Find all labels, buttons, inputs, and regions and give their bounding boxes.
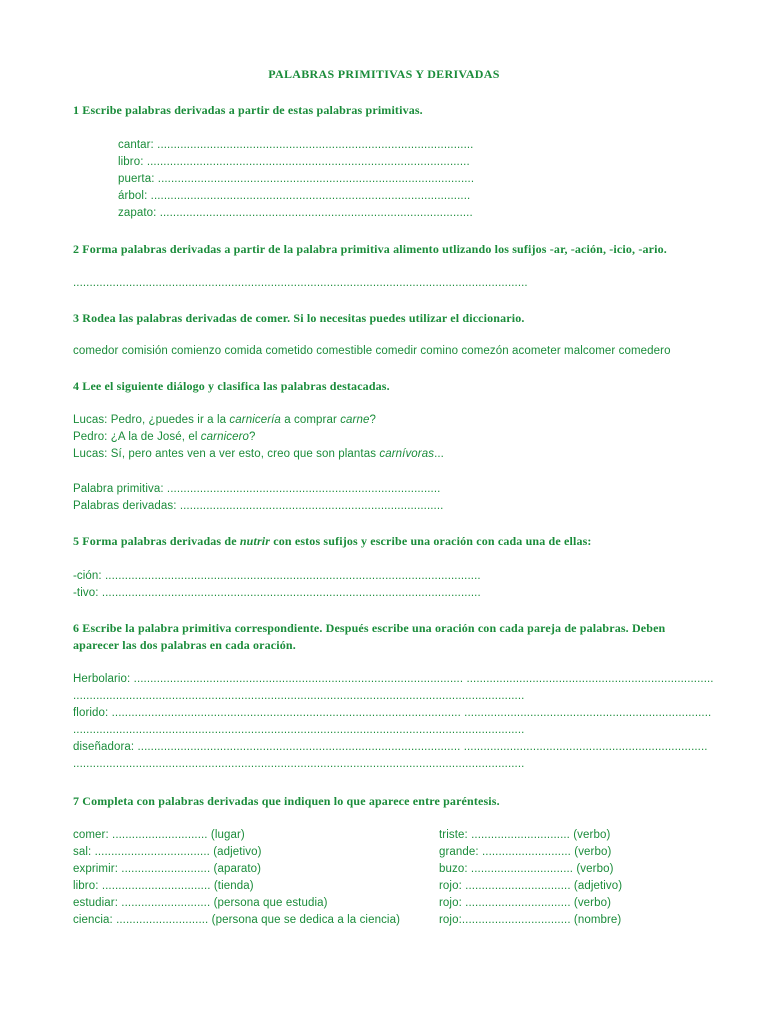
exercise-6-heading-line-1: 6 Escribe la palabra primitiva correspondiente. Después escribe una oración con cada pareja de palabras. Deben xyxy=(73,621,666,635)
exercise-7-right-item: buzo: ............................... (verbo) xyxy=(439,863,614,875)
exercise-7-left-item: libro: ................................. (tienda) xyxy=(73,880,254,892)
exercise-6-line: diseñadora: .................................................................................................. .......................................................................... xyxy=(73,741,708,753)
dialogue-text: Lucas: Pedro, ¿puedes ir a la xyxy=(73,414,230,426)
exercise-2-heading: 2 Forma palabras derivadas a partir de la palabra primitiva alimento utlizando los sufijos -ar, -ación, -icio, -ario. xyxy=(73,242,667,256)
highlighted-word: carnicero xyxy=(200,431,249,443)
dialogue-text: ? xyxy=(369,414,376,426)
exercise-6-line: florido: .......................................................................................................... ........................................................................... xyxy=(73,707,712,719)
exercise-6-heading-line-2: aparecer las dos palabras en cada oración. xyxy=(73,638,296,652)
exercise-1-line: libro: .................................................................................................. xyxy=(118,156,470,168)
exercise-1-line: árbol: ................................................................................................. xyxy=(118,190,471,202)
exercise-6-line: ......................................................................................................................................... xyxy=(73,724,525,736)
dialogue-text: Pedro: ¿A la de José, el xyxy=(73,431,201,443)
exercise-7-left-item: ciencia: ............................ (persona que se dedica a la ciencia) xyxy=(73,914,400,926)
exercise-6-line: ......................................................................................................................................... xyxy=(73,690,525,702)
heading-text: con estos sufijos y escribe una oración con cada una de ellas: xyxy=(270,534,592,548)
exercise-5-heading xyxy=(73,534,592,549)
suffix-tivo-line: -tivo: ................................................................................................................... xyxy=(73,587,481,599)
dialogue-text: a comprar xyxy=(280,414,341,426)
highlighted-word: carnicería xyxy=(229,414,281,426)
exercise-7-right-item: rojo:................................. (nombre) xyxy=(439,914,622,926)
exercise-7-left-item: comer: ............................. (lugar) xyxy=(73,829,245,841)
derived-words-line: Palabras derivadas: ................................................................................ xyxy=(73,500,444,512)
dialogue-text: ? xyxy=(249,431,256,443)
exercise-7-right-item: grande: ........................... (verbo) xyxy=(439,846,612,858)
exercise-7-right-item: rojo: ................................ (verbo) xyxy=(439,897,612,909)
exercise-1-line: zapato: ............................................................................................... xyxy=(118,207,473,219)
highlighted-word: carnívoras xyxy=(379,448,435,460)
exercise-7-left-item: estudiar: ........................... (persona que estudia) xyxy=(73,897,328,909)
exercise-6-line: Herbolario: .................................................................................................... ........................................................................... xyxy=(73,673,714,685)
exercise-7-right-item: triste: .............................. (verbo) xyxy=(439,829,611,841)
exercise-3-word-list: comedor comisión comienzo comida cometido comestible comedir comino comezón acometer malcomer comedero xyxy=(73,345,671,357)
exercise-7-heading: 7 Completa con palabras derivadas que indiquen lo que aparece entre paréntesis. xyxy=(73,794,500,808)
highlighted-word: carne xyxy=(340,414,370,426)
dialogue-text: ... xyxy=(434,448,444,460)
dialogue-line-3 xyxy=(73,448,444,460)
exercise-1-line: puerta: ................................................................................................ xyxy=(118,173,475,185)
heading-text: 5 Forma palabras derivadas de xyxy=(73,534,240,548)
exercise-1-heading: 1 Escribe palabras derivadas a partir de estas palabras primitivas. xyxy=(73,103,423,117)
heading-italic-word: nutrir xyxy=(239,534,271,548)
exercise-1-line: cantar: ................................................................................................ xyxy=(118,139,474,151)
exercise-7-right-item: rojo: ................................ (adjetivo) xyxy=(439,880,623,892)
exercise-4-heading: 4 Lee el siguiente diálogo y clasifica las palabras destacadas. xyxy=(73,379,390,393)
dialogue-line-2 xyxy=(73,431,256,443)
exercise-6-line: ......................................................................................................................................... xyxy=(73,758,525,770)
dialogue-line-1 xyxy=(73,414,376,426)
page-title: PALABRAS PRIMITIVAS Y DERIVADAS xyxy=(268,67,500,81)
exercise-3-heading: 3 Rodea las palabras derivadas de comer. Si lo necesitas puedes utilizar el diccionario. xyxy=(73,311,525,325)
primitive-word-line: Palabra primitiva: ................................................................................... xyxy=(73,483,441,495)
exercise-7-left-item: exprimir: ........................... (aparato) xyxy=(73,863,262,875)
exercise-2-answer-line: .......................................................................................................................................... xyxy=(73,277,528,289)
suffix-cion-line: -ción: .................................................................................................................. xyxy=(73,570,481,582)
dialogue-text: Lucas: Sí, pero antes ven a ver esto, creo que son plantas xyxy=(73,448,380,460)
exercise-7-left-item: sal: ................................... (adjetivo) xyxy=(73,846,262,858)
